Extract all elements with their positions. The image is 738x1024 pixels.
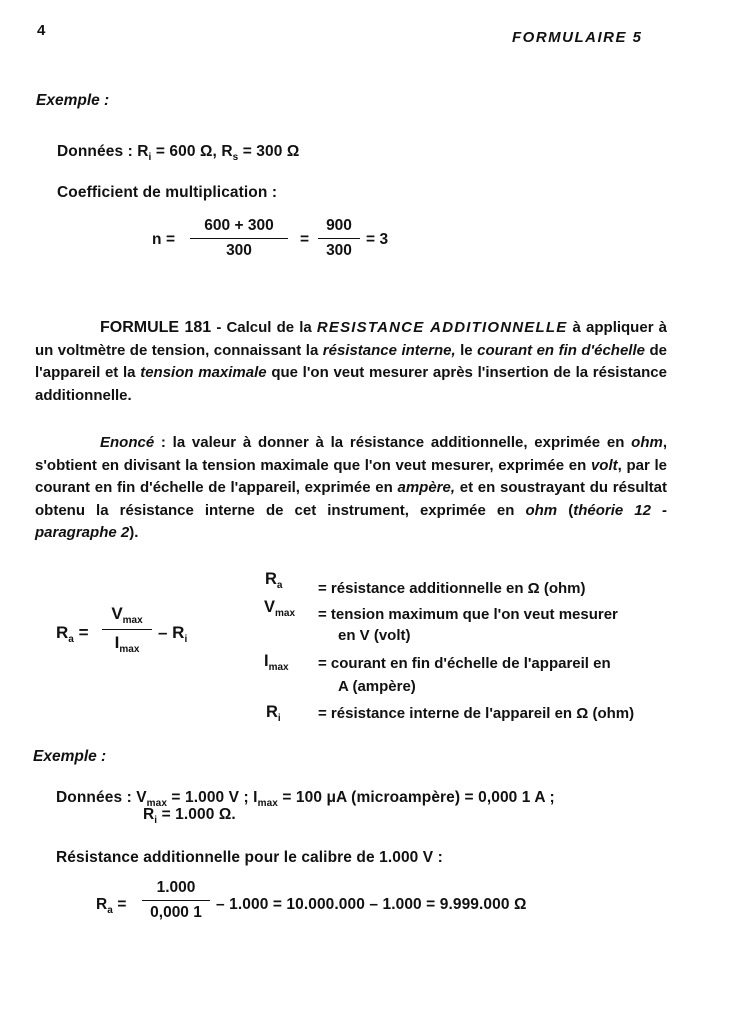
f181-t3: que l'on veut mesurer après l'insertion de la résistance additionnelle.: [35, 364, 667, 404]
formula-181-title: FORMULE 181: [100, 319, 212, 336]
n-label: n =: [152, 231, 176, 248]
main-bar: [102, 629, 152, 630]
en-it3: ampère,: [397, 479, 456, 496]
en-t5: (: [557, 501, 574, 519]
ri-value: = 600 Ω,: [155, 143, 217, 160]
ex2-end: = 100 μA (microampère) = 0,000 1 A ;: [282, 789, 555, 806]
ex2-ri-value: = 1.000 Ω.: [161, 806, 236, 823]
def-cont-imax: A (ampère): [338, 678, 416, 695]
ex2-eq: =: [117, 896, 127, 913]
example1-data-prefix: Données : R: [57, 143, 149, 160]
ex2-mid: = 1.000 V ; I: [171, 789, 258, 806]
ri-main-sub: i: [184, 634, 188, 645]
rs-label: R: [221, 143, 233, 160]
imax-symbol: I: [114, 633, 120, 652]
running-title: FORMULAIRE 5: [512, 29, 643, 46]
vmax-sub: max: [122, 615, 143, 626]
def-symbol-ra: [265, 570, 282, 591]
term-max-voltage: tension maximale: [140, 364, 267, 381]
ex2-ri: R: [143, 806, 155, 823]
ra-symbol: R: [56, 623, 69, 642]
title-italic: RESISTANCE ADDITIONNELLE: [316, 319, 568, 336]
en-t4: et en soustrayant du résultat obtenu la résistance interne de cet instrument, exprimée en: [35, 479, 667, 519]
example2-line1: [56, 789, 555, 809]
def-cont-vmax: en V (volt): [338, 627, 411, 644]
title-rest: à appliquer à un voltmètre de tension, connaissant la: [35, 319, 667, 359]
main-fraction: [102, 604, 152, 655]
ex2-result: – 1.000 = 10.000.000 – 1.000 = 9.999.000 Ω: [216, 896, 527, 913]
fraction-900-300: [318, 217, 360, 260]
calibre-label: Résistance additionnelle pour le calibre de 1.000 V :: [56, 849, 443, 866]
ex2-ra-sub: a: [107, 905, 113, 916]
ex2-frac-denominator: 0,000 1: [150, 904, 202, 921]
ra-sub: a: [68, 634, 74, 645]
en-it1: ohm: [631, 434, 663, 451]
imax-sub: max: [119, 644, 140, 655]
main-eq: =: [78, 623, 89, 642]
def-text-vmax: = tension maximum que l'on veut mesurer: [318, 606, 618, 623]
ex2-fraction: [142, 879, 210, 922]
ex2-vsub: max: [146, 798, 167, 809]
ex2-frac-bar: [142, 900, 210, 901]
result: = 3: [366, 231, 389, 248]
main-numerator: [102, 604, 152, 626]
def-text-ri: = résistance interne de l'appareil en Ω (ohm): [318, 705, 635, 722]
en-it5: théorie 12 - paragraphe 2: [35, 501, 668, 541]
term-full-scale-current: courant en fin d'échelle: [477, 341, 645, 359]
ex2-ra-symbol: R: [96, 896, 108, 913]
def-text-imax: = courant en fin d'échelle de l'appareil en: [318, 655, 611, 672]
example1-heading: Exemple :: [36, 92, 110, 109]
formula-181-paragraph: [35, 317, 667, 407]
frac1-denominator: 300: [226, 242, 252, 259]
en-t6: ).: [129, 524, 139, 541]
enonce-paragraph: [35, 432, 667, 545]
def-sub: max: [268, 662, 289, 673]
example2-heading: Exemple :: [33, 748, 107, 765]
en-t2: , s'obtient en divisant la tension maximale que l'on veut mesurer, exprimée en: [35, 434, 667, 474]
f181-t2: de l'appareil et la: [35, 341, 667, 381]
en-it2: volt: [590, 456, 618, 474]
def-sym: I: [264, 652, 269, 670]
eq-sign: =: [300, 231, 310, 248]
vmax-symbol: V: [111, 604, 123, 623]
def-sym: R: [265, 570, 277, 588]
rs-value: = 300 Ω: [242, 143, 300, 160]
en-t1: : la valeur à donner à la résistance additionnelle, exprimée en: [154, 434, 632, 451]
frac1-bar: [190, 238, 288, 239]
def-sub: a: [276, 580, 283, 591]
def-symbol-ri: [266, 703, 281, 724]
def-text-ra: = résistance additionnelle en Ω (ohm): [318, 580, 586, 597]
ex2-ra: [96, 896, 127, 916]
def-symbol-vmax: [264, 598, 295, 619]
frac2-denominator: 300: [326, 242, 352, 259]
ri-sub: i: [148, 152, 152, 163]
term-internal-resistance: résistance interne,: [322, 341, 456, 359]
main-formula-lhs: [56, 623, 89, 645]
main-denominator: [102, 633, 152, 655]
def-symbol-imax: [264, 652, 289, 673]
title-sep: - Calcul de la: [211, 319, 317, 336]
frac2-bar: [318, 238, 360, 239]
rs-sub: s: [232, 152, 239, 163]
en-t3: , par le courant en fin d'échelle de l'appareil, exprimée en: [35, 456, 668, 496]
ex2-ri-sub: i: [154, 815, 158, 826]
frac1-numerator: 600 + 300: [204, 217, 274, 234]
def-sym: V: [264, 598, 276, 616]
coef-label: Coefficient de multiplication :: [57, 184, 278, 201]
minus-ri: – R: [158, 623, 185, 642]
def-sub: max: [275, 608, 296, 619]
page-number: 4: [37, 22, 46, 39]
ex2-prefix: Données : V: [56, 789, 147, 806]
example2-line2: [143, 806, 236, 826]
def-sub: i: [277, 713, 281, 724]
f181-t1: le: [455, 341, 478, 359]
ex2-isub: max: [257, 798, 278, 809]
frac2-numerator: 900: [326, 217, 352, 234]
fraction-600-300: [190, 217, 288, 260]
def-sym: R: [266, 703, 278, 721]
ex2-frac-numerator: 1.000: [156, 879, 196, 896]
en-it4: ohm: [525, 501, 558, 519]
main-minus-ri: [158, 623, 187, 645]
example1-data-line: [57, 143, 299, 163]
enonce-label: Enoncé: [100, 434, 155, 451]
